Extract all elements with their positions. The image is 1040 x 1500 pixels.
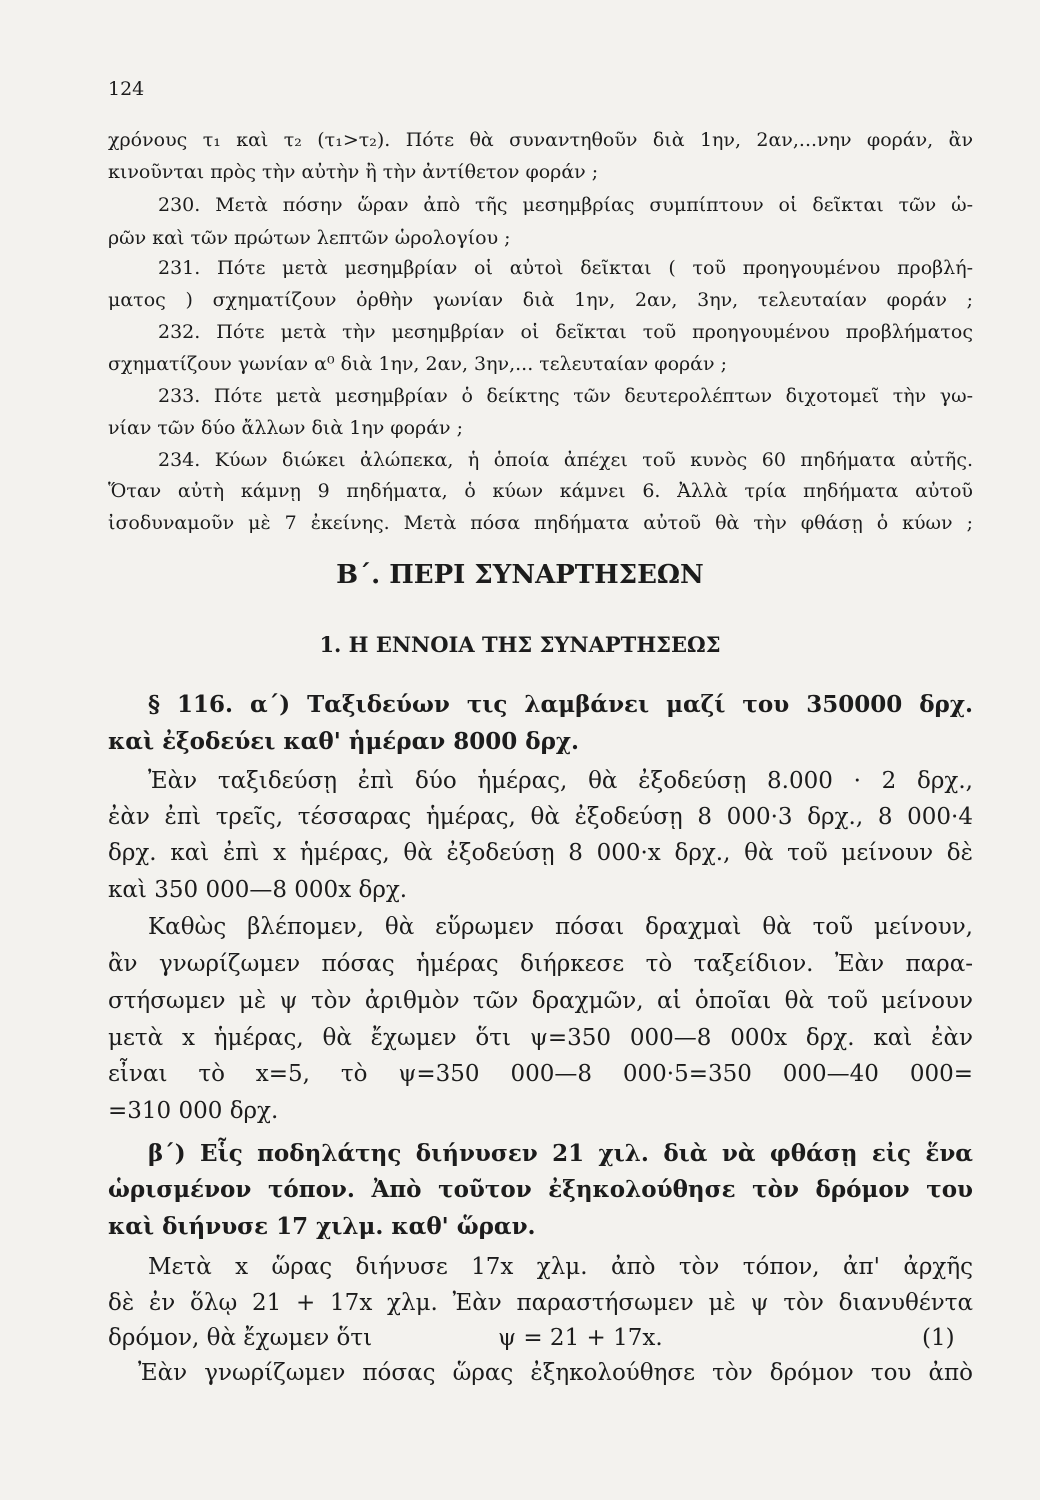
section-title: Β΄. ΠΕΡΙ ΣΥΝΑΡΤΗΣΕΩΝ: [336, 560, 704, 590]
equation-line-start: δρόμον, θὰ ἔχωμεν ὅτι: [108, 1325, 373, 1351]
text-line: Καθὼς βλέπομεν, θὰ εὕρωμεν πόσαι δραχμαὶ θὰ τοῦ μείνουν,: [148, 914, 973, 940]
text-line: μετὰ x ἡμέρας, θὰ ἔχωμεν ὅτι ψ=350 000—8 000x δρχ. καὶ ἐὰν: [108, 1025, 973, 1051]
text-line: ἐὰν ἐπὶ τρεῖς, τέσσαρας ἡμέρας, θὰ ἐξοδεύσῃ 8 000·3 δρχ., 8 000·4: [108, 804, 973, 830]
problem-231: 231. Πότε μετὰ μεσημβρίαν οἱ αὐτοὶ δεῖκται ( τοῦ προηγουμένου προβλή-: [158, 257, 973, 279]
problem-233: 233. Πότε μετὰ μεσημβρίαν ὁ δείκτης τῶν δευτερολέπτων διχοτομεῖ τὴν γω-: [158, 385, 973, 407]
text-line: Ἐὰν γνωρίζωμεν πόσας ὥρας ἐξηκολούθησε τὸν δρόμον του ἀπὸ: [138, 1360, 973, 1386]
problem-232: 232. Πότε μετὰ τὴν μεσημβρίαν οἱ δεῖκται τοῦ προηγουμένου προβλήματος: [158, 321, 973, 343]
text-line: ματος ) σχηματίζουν ὀρθὴν γωνίαν διὰ 1ην, 2αν, 3ην, τελευταίαν φοράν ;: [108, 289, 973, 311]
equation-number: (1): [922, 1325, 955, 1351]
problem-234: 234. Κύων διώκει ἀλώπεκα, ἡ ὁποία ἀπέχει τοῦ κυνὸς 60 πηδήματα αὐτῆς.: [158, 449, 973, 471]
example-b-statement: καὶ διήνυσε 17 χιλμ. καθ' ὥραν.: [108, 1213, 536, 1240]
text-line: καὶ 350 000—8 000x δρχ.: [108, 877, 408, 903]
example-b-statement: ὡρισμένον τόπον. Ἀπὸ τοῦτον ἐξηκολούθησε τὸν δρόμον του: [108, 1176, 973, 1203]
text-line: στήσωμεν μὲ ψ τὸν ἀριθμὸν τῶν δραχμῶν, αἱ ὁποῖαι θὰ τοῦ μείνουν: [108, 988, 973, 1014]
example-a-statement: καὶ ἐξοδεύει καθ' ἡμέραν 8000 δρχ.: [108, 728, 580, 755]
text-line: Μετὰ x ὥρας διήνυσε 17x χλμ. ἀπὸ τὸν τόπον, ἀπ' ἀρχῆς: [148, 1254, 973, 1280]
text-line: ἰσοδυναμοῦν μὲ 7 ἐκείνης. Μετὰ πόσα πηδήματα αὐτοῦ θὰ τὴν φθάσῃ ὁ κύων ;: [108, 512, 973, 534]
text-line: =310 000 δρχ.: [108, 1098, 279, 1124]
text-line: εἶναι τὸ x=5, τὸ ψ=350 000—8 000·5=350 000—40 000=: [108, 1061, 973, 1087]
text-line: ἂν γνωρίζωμεν πόσας ἡμέρας διήρκεσε τὸ ταξείδιον. Ἐὰν παρα-: [108, 951, 973, 977]
equation: ψ = 21 + 17x.: [498, 1325, 663, 1351]
problem-230: 230. Μετὰ πόσην ὥραν ἀπὸ τῆς μεσημβρίας συμπίπτουν οἱ δεῖκται τῶν ὡ-: [158, 194, 973, 216]
text-line: Ἐὰν ταξιδεύσῃ ἐπὶ δύο ἡμέρας, θὰ ἐξοδεύσῃ 8.000 · 2 δρχ.,: [148, 768, 973, 794]
text-line: Ὅταν αὐτὴ κάμνῃ 9 πηδήματα, ὁ κύων κάμνει 6. Ἀλλὰ τρία πηδήματα αὐτοῦ: [108, 480, 973, 502]
text-line: κινοῦνται πρὸς τὴν αὐτὴν ἢ τὴν ἀντίθετον φοράν ;: [108, 161, 599, 183]
text-line: ρῶν καὶ τῶν πρώτων λεπτῶν ὡρολογίου ;: [108, 227, 511, 249]
text-line: νίαν τῶν δύο ἄλλων διὰ 1ην φοράν ;: [108, 417, 464, 439]
subsection-title: 1. Η ΕΝΝΟΙΑ ΤΗΣ ΣΥΝΑΡΤΗΣΕΩΣ: [319, 632, 721, 657]
example-a-statement: § 116. α΄) Ταξιδεύων τις λαμβάνει μαζί του 350000 δρχ.: [148, 691, 973, 718]
text-line: σχηματίζουν γωνίαν α⁰ διὰ 1ην, 2αν, 3ην,... τελευταίαν φοράν ;: [108, 353, 728, 375]
text-line: δρχ. καὶ ἐπὶ x ἡμέρας, θὰ ἐξοδεύσῃ 8 000·x δρχ., θὰ τοῦ μείνουν δὲ: [108, 840, 973, 866]
page-number: 124: [108, 78, 145, 100]
text-line: χρόνους τ₁ καὶ τ₂ (τ₁>τ₂). Πότε θὰ συναντηθοῦν διὰ 1ην, 2αν,...νην φοράν, ἂν: [108, 129, 973, 151]
example-b-statement: β΄) Εἷς ποδηλάτης διήνυσεν 21 χιλ. διὰ νὰ φθάσῃ εἰς ἕνα: [148, 1140, 973, 1167]
text-line: δὲ ἐν ὅλῳ 21 + 17x χλμ. Ἐὰν παραστήσωμεν μὲ ψ τὸν διανυθέντα: [108, 1290, 973, 1316]
